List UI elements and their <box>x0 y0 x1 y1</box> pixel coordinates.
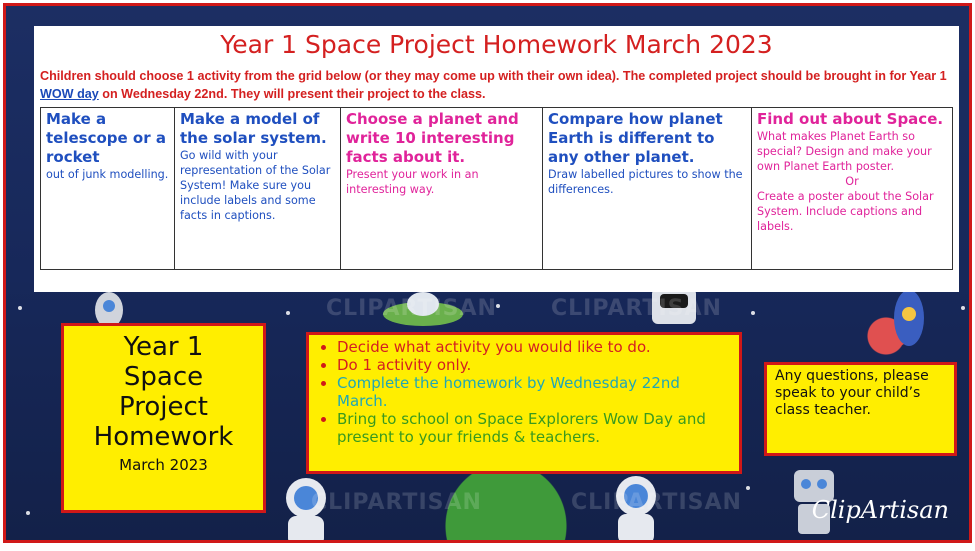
star-icon <box>26 511 30 515</box>
poster <box>3 3 972 543</box>
intro-text: Children should choose 1 activity from the grid below (or they may come up with their own idea). The completed project should be brought in for Year 1 WOW day on Wednesday 22nd. They will present their project to the class. <box>40 69 947 101</box>
or-separator: Or <box>845 175 859 188</box>
activity-grid <box>40 107 953 270</box>
activity-description: What makes Planet Earth so special? Design and make your own Planet Earth poster. <box>757 130 932 173</box>
activity-heading: Compare how planet Earth is different to any other planet. <box>548 110 723 166</box>
star-icon <box>751 311 755 315</box>
instruction-item: • Complete the homework by Wednesday 22nd March. <box>337 374 733 410</box>
homework-title: Year 1 Space Project Homework <box>93 332 234 452</box>
activity-description: Draw labelled pictures to show the differences. <box>548 168 743 196</box>
rocket-icon <box>88 288 130 328</box>
instruction-item: • Bring to school on Space Explorers Wow Day and present to your friends & teachers. <box>337 410 733 446</box>
activity-description-alt: Create a poster about the Solar System. Include captions and labels. <box>757 190 934 233</box>
watermark: CLIPARTISAN <box>551 296 722 321</box>
activity-panel <box>34 26 959 292</box>
activity-cell-telescope <box>41 108 175 269</box>
activity-heading: Make a telescope or a rocket <box>46 110 166 166</box>
watermark: CLIPARTISAN <box>326 296 497 321</box>
page-title: Year 1 Space Project Homework March 2023 <box>220 30 773 59</box>
activity-description: out of junk modelling. <box>46 168 169 181</box>
activity-description: Present your work in an interesting way. <box>346 168 479 196</box>
activity-cell-compare-planets <box>543 108 752 269</box>
star-icon <box>18 306 22 310</box>
homework-title-box <box>61 323 266 513</box>
activity-cell-planet-facts <box>341 108 543 269</box>
star-icon <box>746 486 750 490</box>
instruction-item: • Do 1 activity only. <box>337 356 733 374</box>
questions-box: Any questions, please speak to your child’s class teacher. <box>764 362 957 456</box>
activity-heading: Choose a planet and write 10 interesting facts about it. <box>346 110 519 166</box>
instructions-box <box>306 332 742 474</box>
instructions-list <box>317 338 733 446</box>
activity-heading: Make a model of the solar system. <box>180 110 327 147</box>
rocket-icon <box>874 288 944 358</box>
activity-description: Go wild with your representation of the Solar System! Make sure you include labels and some facts in captions. <box>180 149 331 222</box>
star-icon <box>961 306 965 310</box>
star-icon <box>286 311 290 315</box>
activity-cell-find-out-space <box>752 108 952 269</box>
homework-date: March 2023 <box>119 456 208 474</box>
watermark: CLIPARTISAN <box>571 490 742 515</box>
watermark: CLIPARTISAN <box>311 490 482 515</box>
clipartisan-logo: ClipArtisan <box>811 496 949 524</box>
wow-day-text: WOW day <box>40 87 99 101</box>
activity-heading: Find out about Space. <box>757 110 944 128</box>
activity-cell-solar-system <box>175 108 341 269</box>
instruction-item: • Decide what activity you would like to do. <box>337 338 733 356</box>
